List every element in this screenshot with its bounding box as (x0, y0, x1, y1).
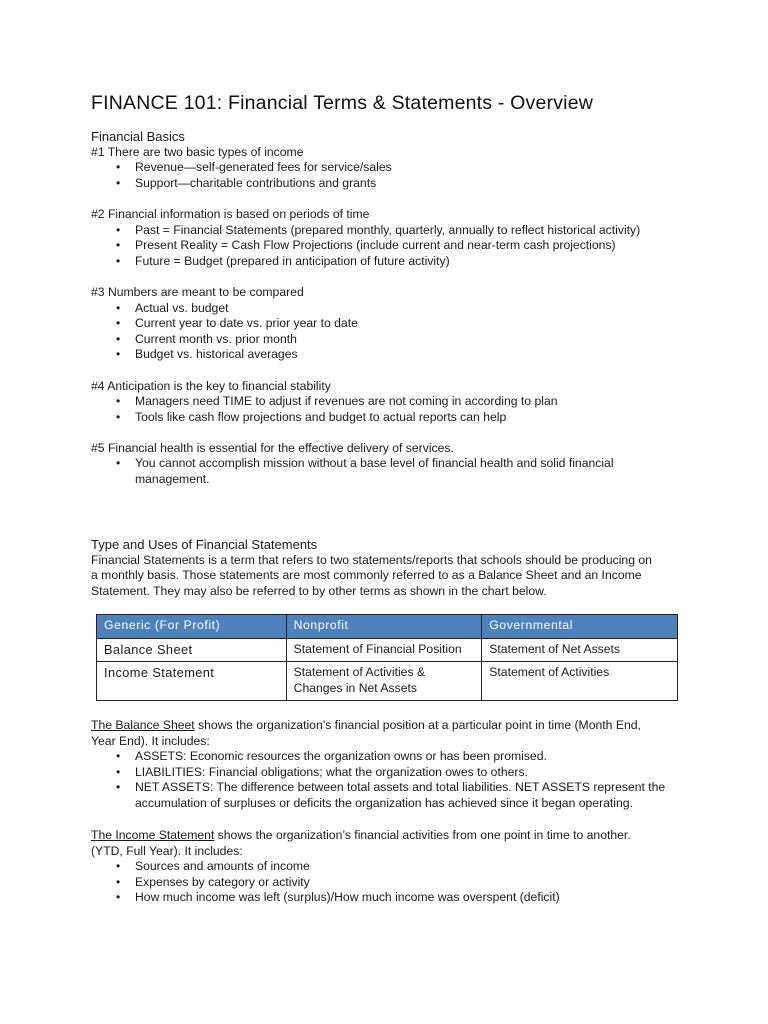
point-1-label: #1 There are two basic types of income (91, 144, 304, 159)
header-nonprofit: Nonprofit (286, 615, 482, 639)
section-heading-basics: Financial Basics (91, 129, 185, 144)
list-item: • Sources and amounts of income (91, 859, 691, 875)
balance-sheet-desc: shows the organization’s financial position at a particular point in time (Month End, (194, 718, 641, 732)
point-4-list (91, 394, 691, 425)
point-5-list (91, 456, 691, 487)
financial-basics-section (91, 129, 691, 488)
point-2-list (91, 223, 691, 270)
intro-line-1: Financial Statements is a term that refers to two statements/reports that schools should be producing on (91, 552, 652, 567)
list-item: • Actual vs. budget (91, 301, 691, 317)
balance-sheet-section (91, 718, 691, 812)
list-item-continuation: management. (135, 472, 210, 487)
income-statement-section (91, 828, 691, 906)
list-item: • How much income was left (surplus)/How much income was overspent (deficit) (91, 890, 691, 906)
page-title: FINANCE 101: Financial Terms & Statements - Overview (91, 92, 594, 114)
list-item: • Revenue—self-generated fees for service/sales (91, 160, 691, 176)
balance-sheet-desc-2: Year End). It includes: (91, 733, 210, 748)
intro-line-3: Statement. They may also be referred to by other terms as shown in the chart below. (91, 583, 547, 598)
section-heading-types: Type and Uses of Financial Statements (91, 537, 318, 552)
statement-terms-table (96, 614, 678, 701)
intro-line-2: a monthly basis. Those statements are most commonly referred to as a Balance Sheet and an Income (91, 568, 642, 583)
table-cell: Income Statement (97, 662, 287, 701)
table-cell: Statement of Net Assets (482, 638, 678, 662)
list-item: • Budget vs. historical averages (91, 347, 691, 363)
list-item: • Present Reality = Cash Flow Projections (include current and near-term cash projections) (91, 238, 691, 254)
list-item: • Current year to date vs. prior year to date (91, 316, 691, 332)
list-item: • Managers need TIME to adjust if revenues are not coming in according to plan (91, 394, 691, 410)
table-cell-multiline (286, 662, 482, 701)
cell-line: Changes in Net Assets (293, 680, 417, 695)
list-item: • LIABILITIES: Financial obligations; what the organization owes to others. (91, 765, 691, 781)
point-4-label: #4 Anticipation is the key to financial stability (91, 378, 331, 393)
balance-sheet-list (91, 749, 691, 811)
income-statement-desc-2: (YTD, Full Year). It includes: (91, 843, 243, 858)
income-statement-list (91, 859, 691, 906)
point-3-label: #3 Numbers are meant to be compared (91, 284, 304, 299)
statement-types-section (91, 537, 691, 599)
list-item: • Expenses by category or activity (91, 875, 691, 891)
cell-line: Statement of Activities & (293, 665, 426, 679)
list-item: • Support—charitable contributions and grants (91, 176, 691, 192)
table-cell: Statement of Financial Position (286, 638, 482, 662)
point-2-label: #2 Financial information is based on periods of time (91, 206, 370, 221)
balance-sheet-term: The Balance Sheet (91, 718, 195, 732)
list-item: • Current month vs. prior month (91, 332, 691, 348)
list-item: • Past = Financial Statements (prepared monthly, quarterly, annually to reflect historical activity) (91, 223, 691, 239)
header-governmental: Governmental (482, 615, 678, 639)
list-item: • NET ASSETS: The difference between total assets and total liabilities. NET ASSETS represent the (91, 780, 691, 796)
table-header-row (97, 615, 678, 639)
header-generic: Generic (For Profit) (97, 615, 287, 639)
table-row (97, 638, 678, 662)
list-item: • You cannot accomplish mission without a base level of financial health and solid financial (91, 456, 691, 472)
table-cell: Balance Sheet (97, 638, 287, 662)
income-statement-desc: shows the organization’s financial activities from one point in time to another. (214, 828, 631, 842)
list-item-continuation: accumulation of surpluses or deficits the organization has achieved since it began operating. (135, 795, 633, 810)
list-item: • ASSETS: Economic resources the organization owns or has been promised. (91, 749, 691, 765)
table-row (97, 662, 678, 701)
point-5-label: #5 Financial health is essential for the effective delivery of services. (91, 440, 454, 455)
point-1-list (91, 160, 691, 191)
table-cell: Statement of Activities (482, 662, 678, 701)
point-3-list (91, 301, 691, 363)
list-item: • Future = Budget (prepared in anticipation of future activity) (91, 254, 691, 270)
list-item: • Tools like cash flow projections and budget to actual reports can help (91, 410, 691, 426)
income-statement-term: The Income Statement (91, 828, 215, 842)
